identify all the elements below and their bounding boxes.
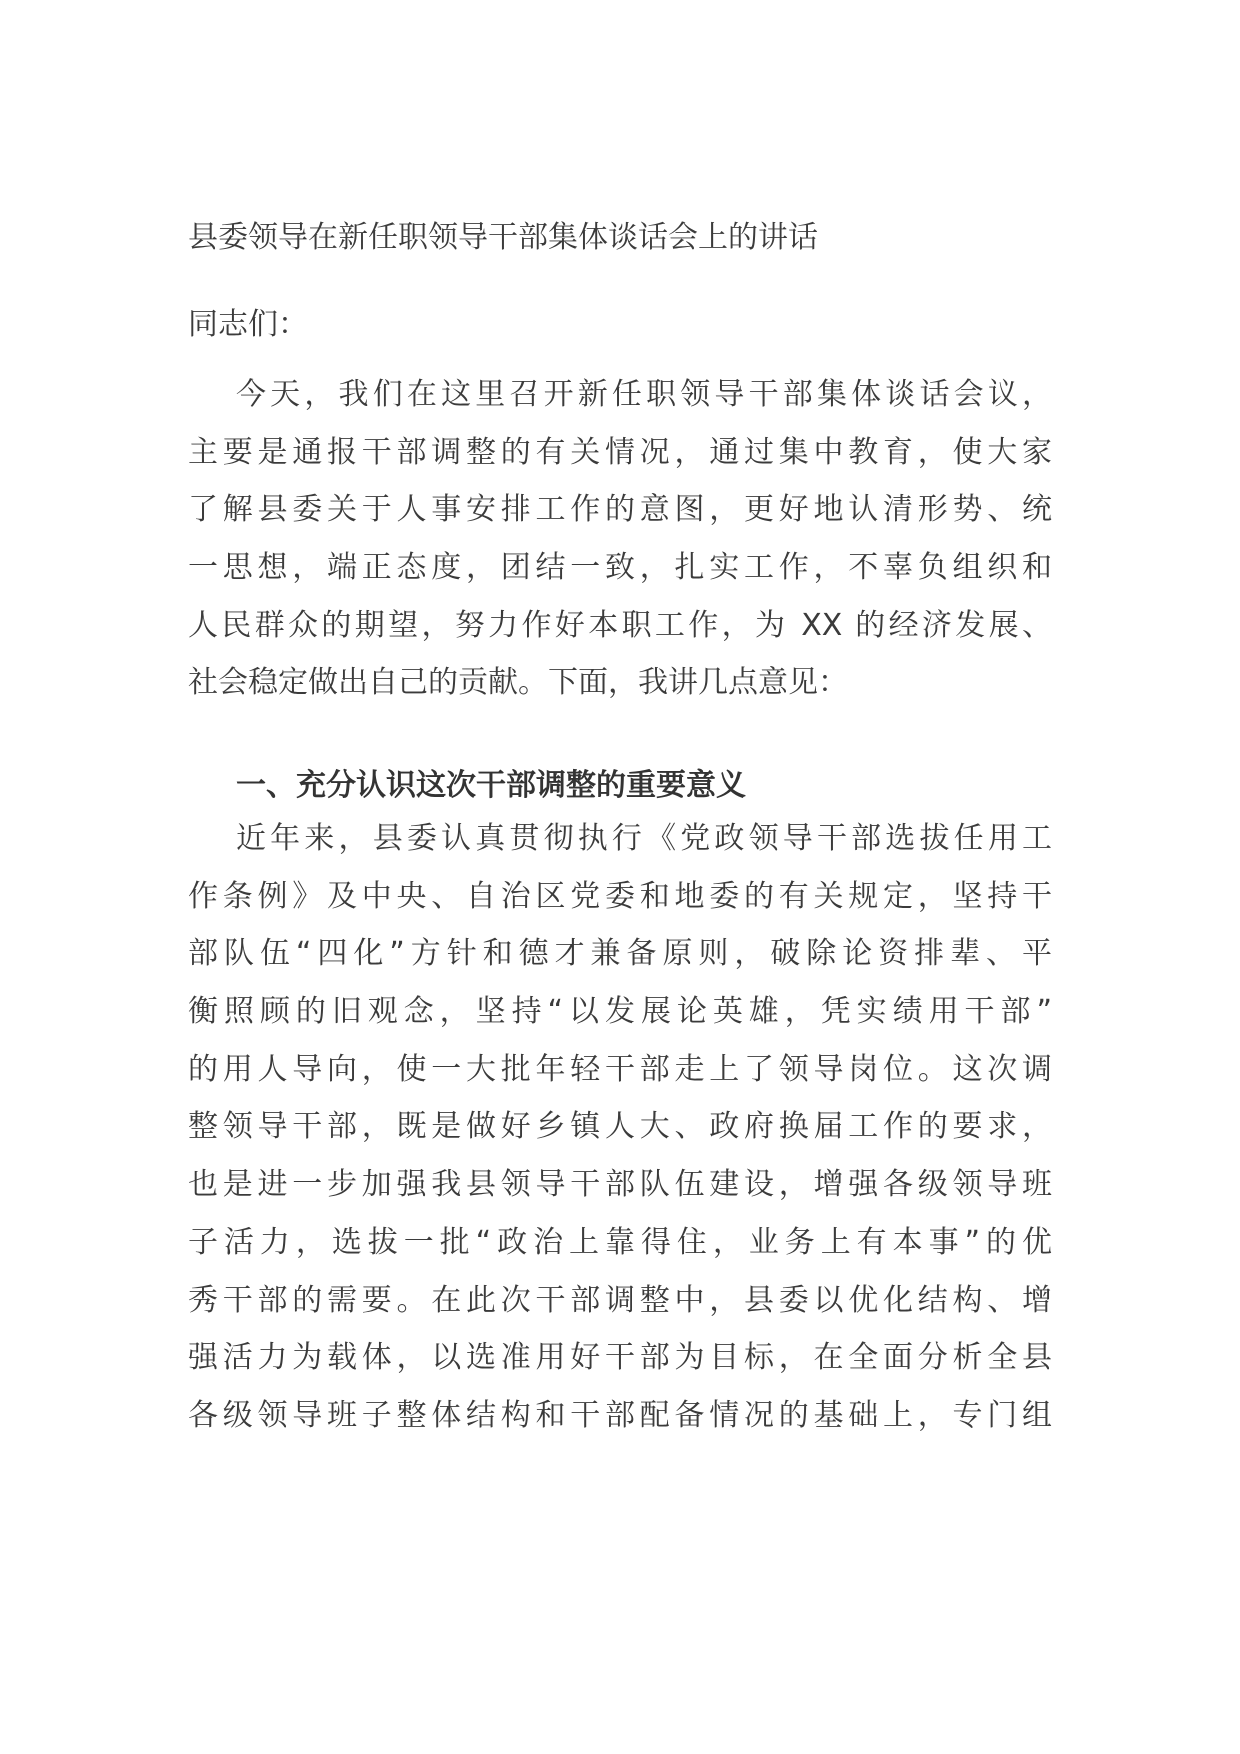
paragraph-line: 部队伍“四化”方针和德才兼备原则，破除论资排辈、平 [188,936,1052,972]
paragraph-line: 的用人导向，使一大批年轻干部走上了领导岗位。这次调 [188,1051,1052,1087]
paragraph-line: 一思想，端正态度，团结一致，扎实工作，不辜负组织和 [188,550,1052,586]
paragraph-line: 强活力为载体，以选准用好干部为目标，在全面分析全县 [188,1340,1052,1376]
paragraph-line: 社会稳定做出自己的贡献。下面，我讲几点意见： [188,665,848,701]
paragraph-line: 近年来，县委认真贯彻执行《党政领导干部选拔任用工 [236,821,1052,856]
paragraph-line: 各级领导班子整体结构和干部配备情况的基础上，专门组 [188,1397,1052,1433]
paragraph-line: 也是进一步加强我县领导干部队伍建设，增强各级领导班 [188,1167,1052,1203]
section-heading: 一、充分认识这次干部调整的重要意义 [236,768,746,803]
paragraph-line: 秀干部的需要。在此次干部调整中，县委以优化结构、增 [188,1282,1052,1318]
intro-paragraph [188,366,1052,712]
paragraph-line: 衡照顾的旧观念，坚持“以发展论英雄，凭实绩用干部” [188,994,1052,1030]
paragraph-line: 人民群众的期望，努力作好本职工作，为 XX 的经济发展、 [188,607,1052,643]
paragraph-line: 主要是通报干部调整的有关情况，通过集中教育，使大家 [188,434,1052,470]
paragraph-line: 整领导干部，既是做好乡镇人大、政府换届工作的要求， [188,1109,1052,1145]
paragraph-line: 了解县委关于人事安排工作的意图，更好地认清形势、统 [188,492,1052,528]
paragraph-line: 子活力，选拔一批“政治上靠得住，业务上有本事”的优 [188,1224,1052,1260]
section-1-paragraph [188,810,1052,1445]
document-title: 县委领导在新任职领导干部集体谈话会上的讲话 [188,220,818,255]
paragraph-line: 今天，我们在这里召开新任职领导干部集体谈话会议， [236,377,1052,412]
paragraph-line: 作条例》及中央、自治区党委和地委的有关规定，坚持干 [188,878,1052,914]
salutation: 同志们： [188,307,308,342]
